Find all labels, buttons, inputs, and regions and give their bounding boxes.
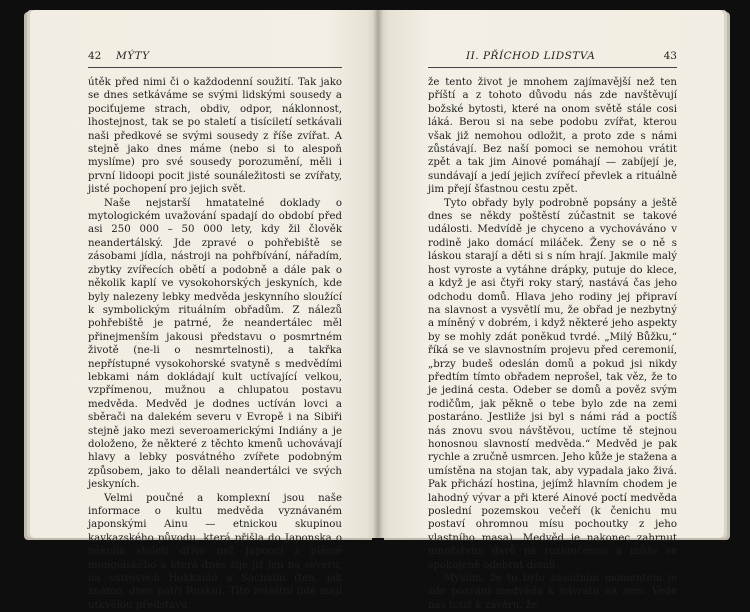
right-page-body xyxy=(428,76,677,612)
page-number: 43 xyxy=(663,50,677,62)
paragraph: Velmi poučné a komplexní jsou naše informace o kultu medvěda vyznávaném japonskými Ainu — etnickou skupinou kavkazského původu, která přišla do Japonska o několik století dříve než Japonci z plémě mongolského a která dnes žije již jen na severu, na ostrovech Hokkaidó a Sachalin (ten, jak známo, dnes patří Rusku). Tito zvláštní lidé mají utkvělou představu, xyxy=(88,492,342,611)
paragraph: Myslím, že to bylo zásadním momentem je zde pozvání medvěda k návratu na zem. Vede nás totiž k závěru, že xyxy=(428,573,677,611)
paragraph: Naše nejstarší hmatatelné doklady o mytologickém uvažování spadají do období před asi 250 000 – 50 000 lety, kdy žil člověk neandertálský. Jde zpravé o pohřebiště se zásobami jídla, nástroji na pohřbívání, nářadím, zbytky zvířecích obětí a podobně a dále pak o několik kaplí ve vysokohorských jeskyních, kde byly nalezeny lebky medvěda jeskynního sloužící k symbolickým rituálním obřadům. Z nálezů pohřebiště je patrné, že neandertálec měl přinejmenším jakousi představu o posmrtném životě (ne-li o nesmrtelnosti), a takřka nepřístupné vysokohorské svatyně s medvědími lebkami nám dokládají kult uctívající velkou, vzpřímenou, mužnou a chlupatou postavu medvěda. Medvěd je dodnes uctíván lovci a sběrači na dalekém severu v Evropě i na Sibiři stejně jako mezi severoamerickými Indiány a je doloženo, že některé z těchto kmenů uchovávají hlavy a lebky posvátného zvířete podobným způsobem, jako to dělali neandertálci ve svých jeskyních. xyxy=(88,197,342,491)
paragraph: že tento život je mnohem zajímavější než ten příští a z tohoto důvodu nás zde navštěvují božské bytosti, které na onom světě stále cosi láká. Berou si na sebe podobu zvířat, kterou však již nemohou odložit, a proto zde s námi zůstávají. Bez naší pomoci se nemohou vrátit zpět a tak jim Ainové pomáhají — zabíjejí je, sundávají a jedí jejich zvířecí převlek a rituálně jim přejí šťastnou cestu zpět. xyxy=(428,77,677,196)
right-page xyxy=(378,10,724,611)
book-spread xyxy=(4,2,746,611)
right-page-header xyxy=(428,50,677,68)
running-head: II. PŘÍCHOD LIDSTVA xyxy=(466,50,596,62)
page-number: 42 xyxy=(88,50,102,62)
left-page-body xyxy=(88,76,342,612)
paragraph: Tyto obřady byly podrobně popsány a ještě dnes se někdy poštěstí zúčastnit se takové události. Medvídě je chyceno a vychováváno v rodině jako domácí miláček. Ženy se o ně s láskou starají a děti si s ním hrají. Jakmile malý host vyroste a vytáhne drápky, putuje do klece, a když je asi čtyři roky starý, nastává čas jeho odchodu domů. Hlava jeho rodiny jej připraví na slavnost a vysvětlí mu, že obřad je nezbytný a míněný v dobrém, i když některé jeho aspekty by se mohly zdát poněkud tvrdé. „Milý Bůžku,“ říká se ve slavnostním projevu před ceremonií, „brzy budeš odeslán domů a pokud jsi nikdy předtím tímto obřadem neprošel, tak věz, že to je jediná cesta. Odeber se domů a pověz svým rodičům, jak pěkně o tebe bylo zde na zemi postaráno. Jestliže jsi byl s námi rád a poctíš nás znovu svou návštěvou, uctíme tě stejnou honosnou slavností medvěda.“ Medvěd je pak rychle a zručně usmrcen. Jeho kůže je stažena a umístěna na stojan tak, aby vypadala jako živá. Pak přichází hostina, jejímž hlavním chodem je lahodný vývar a při které Ainové poctí medvěda poslední pozemskou večeří (k čenichu mu postaví ohromnou mísu pochoutky z jeho vlastního masa). Medvěd je nakonec zahrnut množstvím darů na rozloučenou a může se spokojeně odebrat domů. xyxy=(428,197,677,571)
left-page-header xyxy=(88,50,342,68)
book-gutter xyxy=(373,10,383,538)
left-page xyxy=(30,10,378,611)
paragraph: útěk před nimi či o každodenní soužití. Tak jako se dnes setkáváme se svými lidskými sousedy a pociťujeme strach, obdiv, odpor, náklonnost, lhostejnost, tak se po staletí a tisíciletí setkávali naši předkové se svými sousedy z říše zvířat. A stejně jako dnes máme (nebo si to alespoň myslíme) pro své sousedy porozumění, měli i první lidoopi pocit jisté sounáležitosti se zvířaty, jisté pochopení pro jejich svět. xyxy=(88,77,342,196)
running-head: MÝTY xyxy=(116,50,150,62)
